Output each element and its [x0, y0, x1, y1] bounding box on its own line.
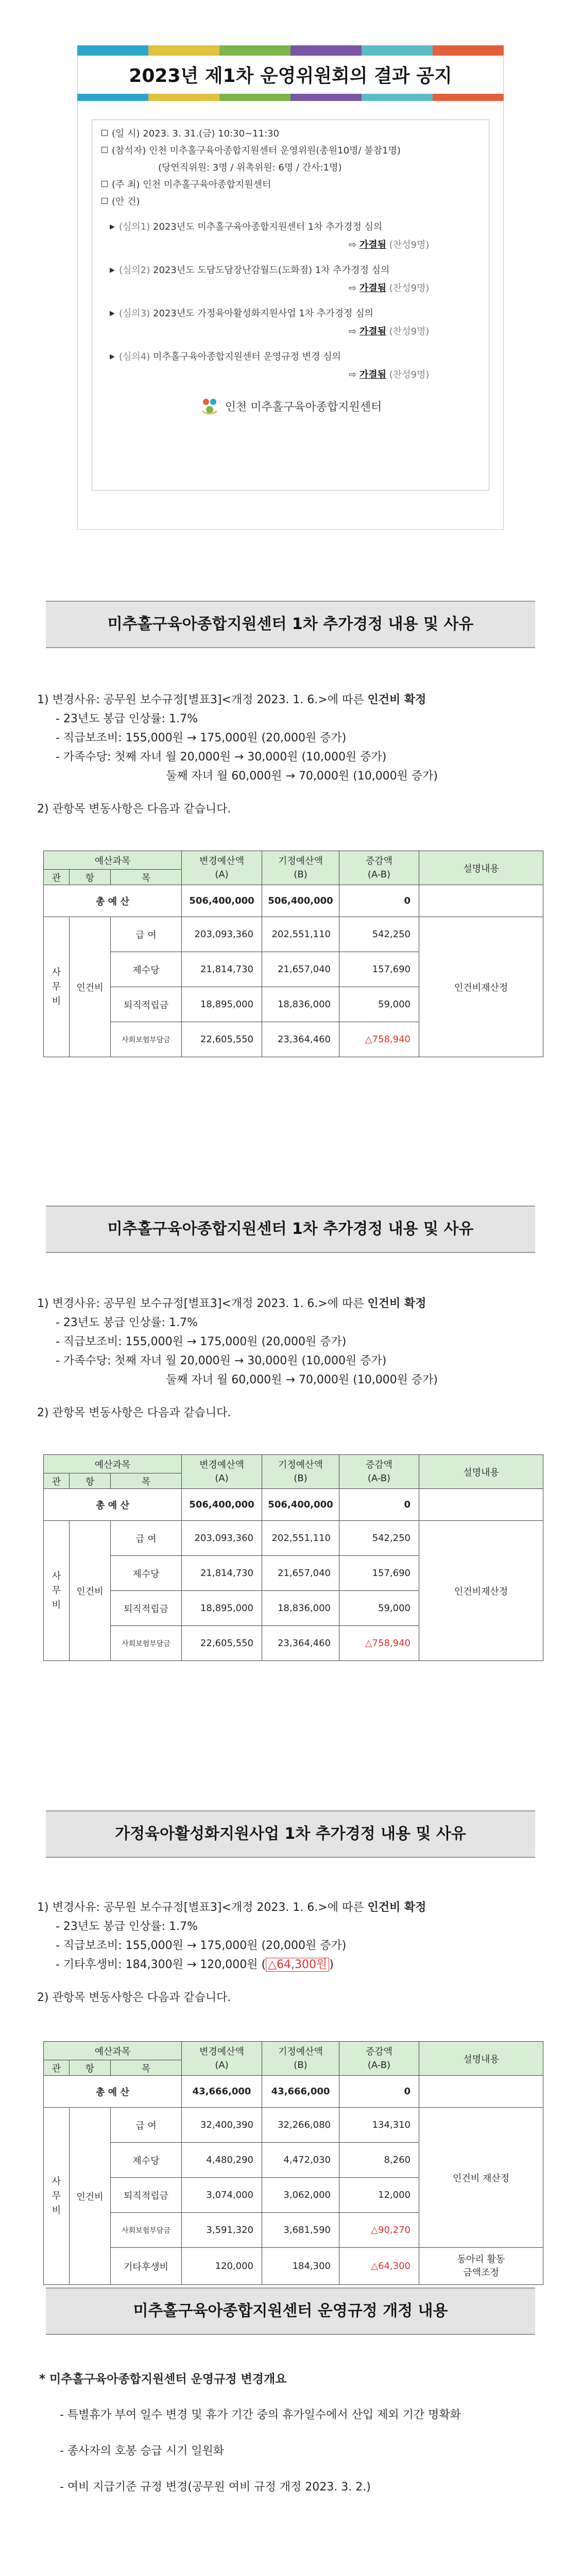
notice-color-bar [77, 45, 504, 56]
center-logo [101, 396, 480, 416]
diff-cell-negative: △758,940 [339, 1626, 419, 1661]
diff-cell-negative: △64,300 [339, 2248, 419, 2285]
changed-cell: 18,895,000 [182, 987, 262, 1022]
checkbox-bullet-icon [101, 147, 108, 153]
mok-cell: 제수당 [111, 2143, 182, 2178]
bylaw-heading: * 미추홀구육아종합지원센터 운영규정 변경개요 [39, 2372, 287, 2386]
notice-info-box [92, 120, 489, 490]
attendees-value: 인천 미추홀구육아종합지원센터 운영위원(총원10명/ 불참1명) [148, 145, 401, 156]
header-desc: 설명내용 [419, 2042, 543, 2076]
changed-cell: 4,480,290 [182, 2143, 262, 2178]
bylaw-item: - 특별휴가 부여 일수 변경 및 휴가 기간 중의 휴가일수에서 산입 제외 기간 명확화 [60, 2409, 461, 2421]
existing-cell: 23,364,460 [262, 1626, 339, 1661]
hang-cell: 인건비 [70, 917, 111, 1057]
change-reason [37, 1294, 547, 1423]
total-existing: 43,666,000 [262, 2076, 339, 2108]
changed-cell: 22,605,550 [182, 1022, 262, 1057]
diff-cell-negative: △758,940 [339, 1022, 419, 1057]
total-existing: 506,400,000 [262, 1489, 339, 1521]
header-diff: 증감액 (A-B) [339, 1455, 419, 1489]
agenda-item [101, 348, 480, 383]
agenda-votes: (찬성9명) [389, 283, 430, 294]
triangle-bullet-icon: ▶ [110, 266, 115, 274]
header-diff: 증감액 (A-B) [339, 851, 419, 885]
date-row: (일 시) 2023. 3. 31.(금) 10:30~11:30 [101, 125, 480, 142]
diff-cell: 8,260 [339, 2143, 419, 2178]
header-diff: 증감액 (A-B) [339, 2042, 419, 2076]
existing-cell: 202,551,110 [262, 1521, 339, 1556]
total-row [44, 885, 543, 917]
change-items-intro: 2) 관항목 변동사항은 다음과 같습니다. [37, 803, 231, 816]
total-label: 총 예 산 [44, 1489, 182, 1521]
changed-cell: 3,591,320 [182, 2213, 262, 2248]
color-bar-segment [290, 45, 362, 56]
reason-text: 1) 변경사유: 공무원 보수규정[별표3]<개정 2023. 1. 6.>에 따른 [37, 1901, 368, 1914]
result-arrow: ⇨ [349, 326, 357, 337]
attendees-label: 참석자 [115, 145, 143, 156]
attendees-row: (참석자) 인천 미추홀구육아종합지원센터 운영위원(총원10명/ 불참1명) [101, 142, 480, 159]
header-existing: 기정예산액 (B) [262, 2042, 339, 2076]
diff-cell: 59,000 [339, 987, 419, 1022]
change-reason [37, 690, 547, 820]
agenda-tag: (심의3) [119, 308, 150, 319]
agenda-text: 미추홀구육아종합지원센터 운영규정 변경 심의 [153, 351, 341, 362]
diff-cell: 12,000 [339, 2178, 419, 2213]
table-row [44, 917, 543, 952]
table-row [44, 1521, 543, 1556]
checkbox-bullet-icon [101, 198, 108, 204]
result-arrow: ⇨ [349, 283, 357, 294]
diff-cell: 134,310 [339, 2108, 419, 2143]
total-changed: 43,666,000 [182, 2076, 262, 2108]
total-row [44, 1489, 543, 1521]
color-bar-segment [362, 94, 433, 101]
reason-bullet: - 직급보조비: 155,000원 → 175,000원 (20,000원 증가) [56, 1335, 347, 1348]
reason-bullet: - 23년도 봉급 인상률: 1.7% [56, 713, 198, 725]
mok-cell: 사회보험부담금 [111, 1022, 182, 1057]
agenda-text: 2023년도 미추홀구육아종합지원센터 1차 추가경정 심의 [153, 222, 383, 232]
header-hang: 항 [70, 1473, 111, 1489]
header-gwan: 관 [44, 1473, 70, 1489]
agenda-votes: (찬성9명) [389, 240, 430, 250]
header-mok: 목 [111, 1473, 182, 1489]
result-arrow: ⇨ [349, 369, 357, 380]
agenda-tag: (심의1) [119, 222, 150, 232]
reason-bullet: - 직급보조비: 155,000원 → 175,000원 (20,000원 증가) [56, 732, 347, 744]
diff-cell: 59,000 [339, 1591, 419, 1626]
header-changed: 변경예산액 (A) [182, 1455, 262, 1489]
total-changed: 506,400,000 [182, 885, 262, 917]
changed-cell: 3,074,000 [182, 2178, 262, 2213]
color-bar-segment [219, 45, 290, 56]
center-logo-text: 인천 미추홀구육아종합지원센터 [225, 400, 382, 414]
reason-bullet: - 23년도 봉급 인상률: 1.7% [56, 1316, 198, 1329]
triangle-bullet-icon: ▶ [110, 223, 115, 231]
agenda-label: 안 건 [115, 196, 136, 207]
header-mok: 목 [111, 2060, 182, 2076]
change-items-intro: 2) 관항목 변동사항은 다음과 같습니다. [37, 1406, 231, 1419]
reason-bullet: - 23년도 봉급 인상률: 1.7% [56, 1920, 198, 1933]
changed-cell: 18,895,000 [182, 1591, 262, 1626]
total-desc [419, 885, 543, 917]
header-changed: 변경예산액 (A) [182, 2042, 262, 2076]
header-changed: 변경예산액 (A) [182, 851, 262, 885]
reason-bold: 인건비 확정 [367, 1901, 426, 1914]
checkbox-bullet-icon [101, 181, 108, 187]
existing-cell: 21,657,040 [262, 1556, 339, 1591]
changed-cell: 21,814,730 [182, 952, 262, 987]
diff-cell: 157,690 [339, 952, 419, 987]
changed-cell: 22,605,550 [182, 1626, 262, 1661]
color-bar-segment [290, 94, 362, 101]
diff-cell: 542,250 [339, 917, 419, 952]
table-row [44, 2248, 543, 2285]
existing-cell: 21,657,040 [262, 952, 339, 987]
table-row [44, 2108, 543, 2143]
change-reason [37, 1898, 547, 2008]
mok-cell: 퇴직적립금 [111, 1591, 182, 1626]
agenda-item [101, 262, 480, 297]
existing-cell: 23,364,460 [262, 1022, 339, 1057]
reason-text: 1) 변경사유: 공무원 보수규정[별표3]<개정 2023. 1. 6.>에 따른 [37, 1297, 368, 1310]
checkbox-bullet-icon [101, 130, 108, 136]
existing-cell: 32,266,080 [262, 2108, 339, 2143]
header-gwan: 관 [44, 2060, 70, 2076]
agenda-tag: (심의4) [119, 351, 150, 362]
reason-bullet-continued: 둘째 자녀 월 60,000원 → 70,000원 (10,000원 증가) [166, 770, 438, 783]
mok-cell: 급 여 [111, 2108, 182, 2143]
header-budget-item: 예산과목 [44, 851, 182, 870]
existing-cell: 184,300 [262, 2248, 339, 2285]
desc-cell: 동아리 활동 금액조정 [419, 2248, 543, 2285]
hang-cell: 인건비 [70, 2108, 111, 2285]
triangle-bullet-icon: ▶ [110, 310, 115, 317]
header-hang: 항 [70, 870, 111, 885]
reason-bullet-suffix: ) [329, 1958, 334, 1971]
header-desc: 설명내용 [419, 851, 543, 885]
date-label: 일 시 [115, 128, 136, 139]
section-banner: 가정육아활성화지원사업 1차 추가경정 내용 및 사유 [46, 1810, 535, 1858]
color-bar-segment [433, 45, 504, 56]
gwan-cell: 사 무 비 [44, 1521, 70, 1661]
agenda-result: 가결됨 [359, 240, 386, 250]
notice-title: 2023년 제1차 운영위원회의 결과 공지 [129, 65, 452, 87]
color-bar-segment [148, 94, 219, 101]
header-gwan: 관 [44, 870, 70, 885]
diff-cell-negative: △90,270 [339, 2213, 419, 2248]
reason-bullet: - 직급보조비: 155,000원 → 175,000원 (20,000원 증가) [56, 1939, 347, 1952]
total-diff: 0 [339, 2076, 419, 2108]
agenda-text: 2023년도 도담도담장난감월드(도화점) 1차 추가경정 심의 [153, 265, 390, 276]
changed-cell: 120,000 [182, 2248, 262, 2285]
color-bar-segment [148, 45, 219, 56]
existing-cell: 18,836,000 [262, 987, 339, 1022]
header-hang: 항 [70, 2060, 111, 2076]
total-label: 총 예 산 [44, 885, 182, 917]
section-banner: 미추홀구육아종합지원센터 1차 추가경정 내용 및 사유 [46, 601, 535, 648]
color-bar-segment [433, 94, 504, 101]
agenda-result: 가결됨 [359, 283, 386, 294]
reason-bold: 인건비 확정 [367, 693, 426, 706]
agenda-tag: (심의2) [119, 265, 150, 276]
diff-cell: 157,690 [339, 1556, 419, 1591]
result-arrow: ⇨ [349, 240, 357, 250]
diff-cell: 542,250 [339, 1521, 419, 1556]
attendees-detail: (당연직위원: 3명 / 위촉위원: 6명 / 간사:1명) [158, 162, 342, 173]
hang-cell: 인건비 [70, 1521, 111, 1661]
mok-cell: 제수당 [111, 952, 182, 987]
host-row: (주 최) 인천 미추홀구육아종합지원센터 [101, 176, 480, 193]
mok-cell: 기타후생비 [111, 2248, 182, 2285]
changed-cell: 32,400,390 [182, 2108, 262, 2143]
total-desc [419, 2076, 543, 2108]
date-value: 2023. 3. 31.(금) 10:30~11:30 [143, 128, 280, 139]
desc-cell: 인건비재산정 [419, 1521, 543, 1661]
total-changed: 506,400,000 [182, 1489, 262, 1521]
existing-cell: 4,472,030 [262, 2143, 339, 2178]
mok-cell: 사회보험부담금 [111, 2213, 182, 2248]
total-label: 총 예 산 [44, 2076, 182, 2108]
agenda-text: 2023년도 가정육아활성화지원사업 1차 추가경정 심의 [153, 308, 373, 319]
bylaw-item: - 종사자의 호봉 승급 시기 일원화 [60, 2445, 225, 2458]
total-diff: 0 [339, 1489, 419, 1521]
gwan-cell: 사 무 비 [44, 2108, 70, 2285]
agenda-item [101, 305, 480, 340]
mok-cell: 사회보험부담금 [111, 1626, 182, 1661]
host-label: 주 최 [115, 179, 136, 190]
reason-bullet-negative: △64,300원 [266, 1958, 329, 1972]
changed-cell: 203,093,360 [182, 917, 262, 952]
total-row [44, 2076, 543, 2108]
budget-table [43, 1454, 543, 1661]
reason-bullet-text: - 기타후생비: 184,300원 → 120,000원 ( [56, 1958, 266, 1971]
header-existing: 기정예산액 (B) [262, 1455, 339, 1489]
mok-cell: 퇴직적립금 [111, 987, 182, 1022]
notice-underline-bar [77, 94, 504, 101]
gwan-cell: 사 무 비 [44, 917, 70, 1057]
change-items-intro: 2) 관항목 변동사항은 다음과 같습니다. [37, 1991, 231, 2004]
total-desc [419, 1489, 543, 1521]
reason-bullet-continued: 둘째 자녀 월 60,000원 → 70,000원 (10,000원 증가) [166, 1374, 438, 1386]
triangle-bullet-icon: ▶ [110, 353, 115, 361]
existing-cell: 18,836,000 [262, 1591, 339, 1626]
reason-bullet: - 가족수당: 첫째 자녀 월 20,000원 → 30,000원 (10,000원 증가) [56, 751, 387, 764]
agenda-votes: (찬성9명) [389, 326, 430, 337]
changed-cell: 203,093,360 [182, 1521, 262, 1556]
header-budget-item: 예산과목 [44, 2042, 182, 2060]
mok-cell: 급 여 [111, 917, 182, 952]
color-bar-segment [219, 94, 290, 101]
host-value: 인천 미추홀구육아종합지원센터 [143, 179, 271, 190]
total-diff: 0 [339, 885, 419, 917]
changed-cell: 21,814,730 [182, 1556, 262, 1591]
color-bar-segment [362, 45, 433, 56]
reason-bullet: - 가족수당: 첫째 자녀 월 20,000원 → 30,000원 (10,000원 증가) [56, 1354, 387, 1367]
reason-text: 1) 변경사유: 공무원 보수규정[별표3]<개정 2023. 1. 6.>에 따른 [37, 693, 368, 706]
header-mok: 목 [111, 870, 182, 885]
mok-cell: 퇴직적립금 [111, 2178, 182, 2213]
section-banner: 미추홀구육아종합지원센터 1차 추가경정 내용 및 사유 [46, 1206, 535, 1253]
existing-cell: 202,551,110 [262, 917, 339, 952]
existing-cell: 3,062,000 [262, 2178, 339, 2213]
desc-cell: 인건비 재산정 [419, 2108, 543, 2248]
agenda-votes: (찬성9명) [389, 369, 430, 380]
agenda-row: (안 건) [101, 193, 480, 210]
color-bar-segment [77, 94, 148, 101]
header-desc: 설명내용 [419, 1455, 543, 1489]
agenda-result: 가결됨 [359, 326, 386, 337]
budget-table [43, 2041, 543, 2285]
color-bar-segment [77, 45, 148, 56]
header-existing: 기정예산액 (B) [262, 851, 339, 885]
budget-table [43, 851, 543, 1057]
bylaw-summary [39, 2369, 549, 2498]
agenda-result: 가결됨 [359, 369, 386, 380]
mok-cell: 급 여 [111, 1521, 182, 1556]
existing-cell: 3,681,590 [262, 2213, 339, 2248]
header-budget-item: 예산과목 [44, 1455, 182, 1473]
section-banner: 미추홀구육아종합지원센터 운영규정 개정 내용 [46, 2287, 535, 2335]
reason-bullet [37, 1955, 547, 1974]
bylaw-item: - 여비 지급기준 규정 변경(공무원 여비 규정 개정 2023. 3. 2.) [60, 2481, 371, 2494]
desc-cell: 인건비재산정 [419, 917, 543, 1057]
reason-bold: 인건비 확정 [367, 1297, 426, 1310]
total-existing: 506,400,000 [262, 885, 339, 917]
agenda-item [101, 218, 480, 253]
center-logo-icon [199, 396, 220, 416]
mok-cell: 제수당 [111, 1556, 182, 1591]
